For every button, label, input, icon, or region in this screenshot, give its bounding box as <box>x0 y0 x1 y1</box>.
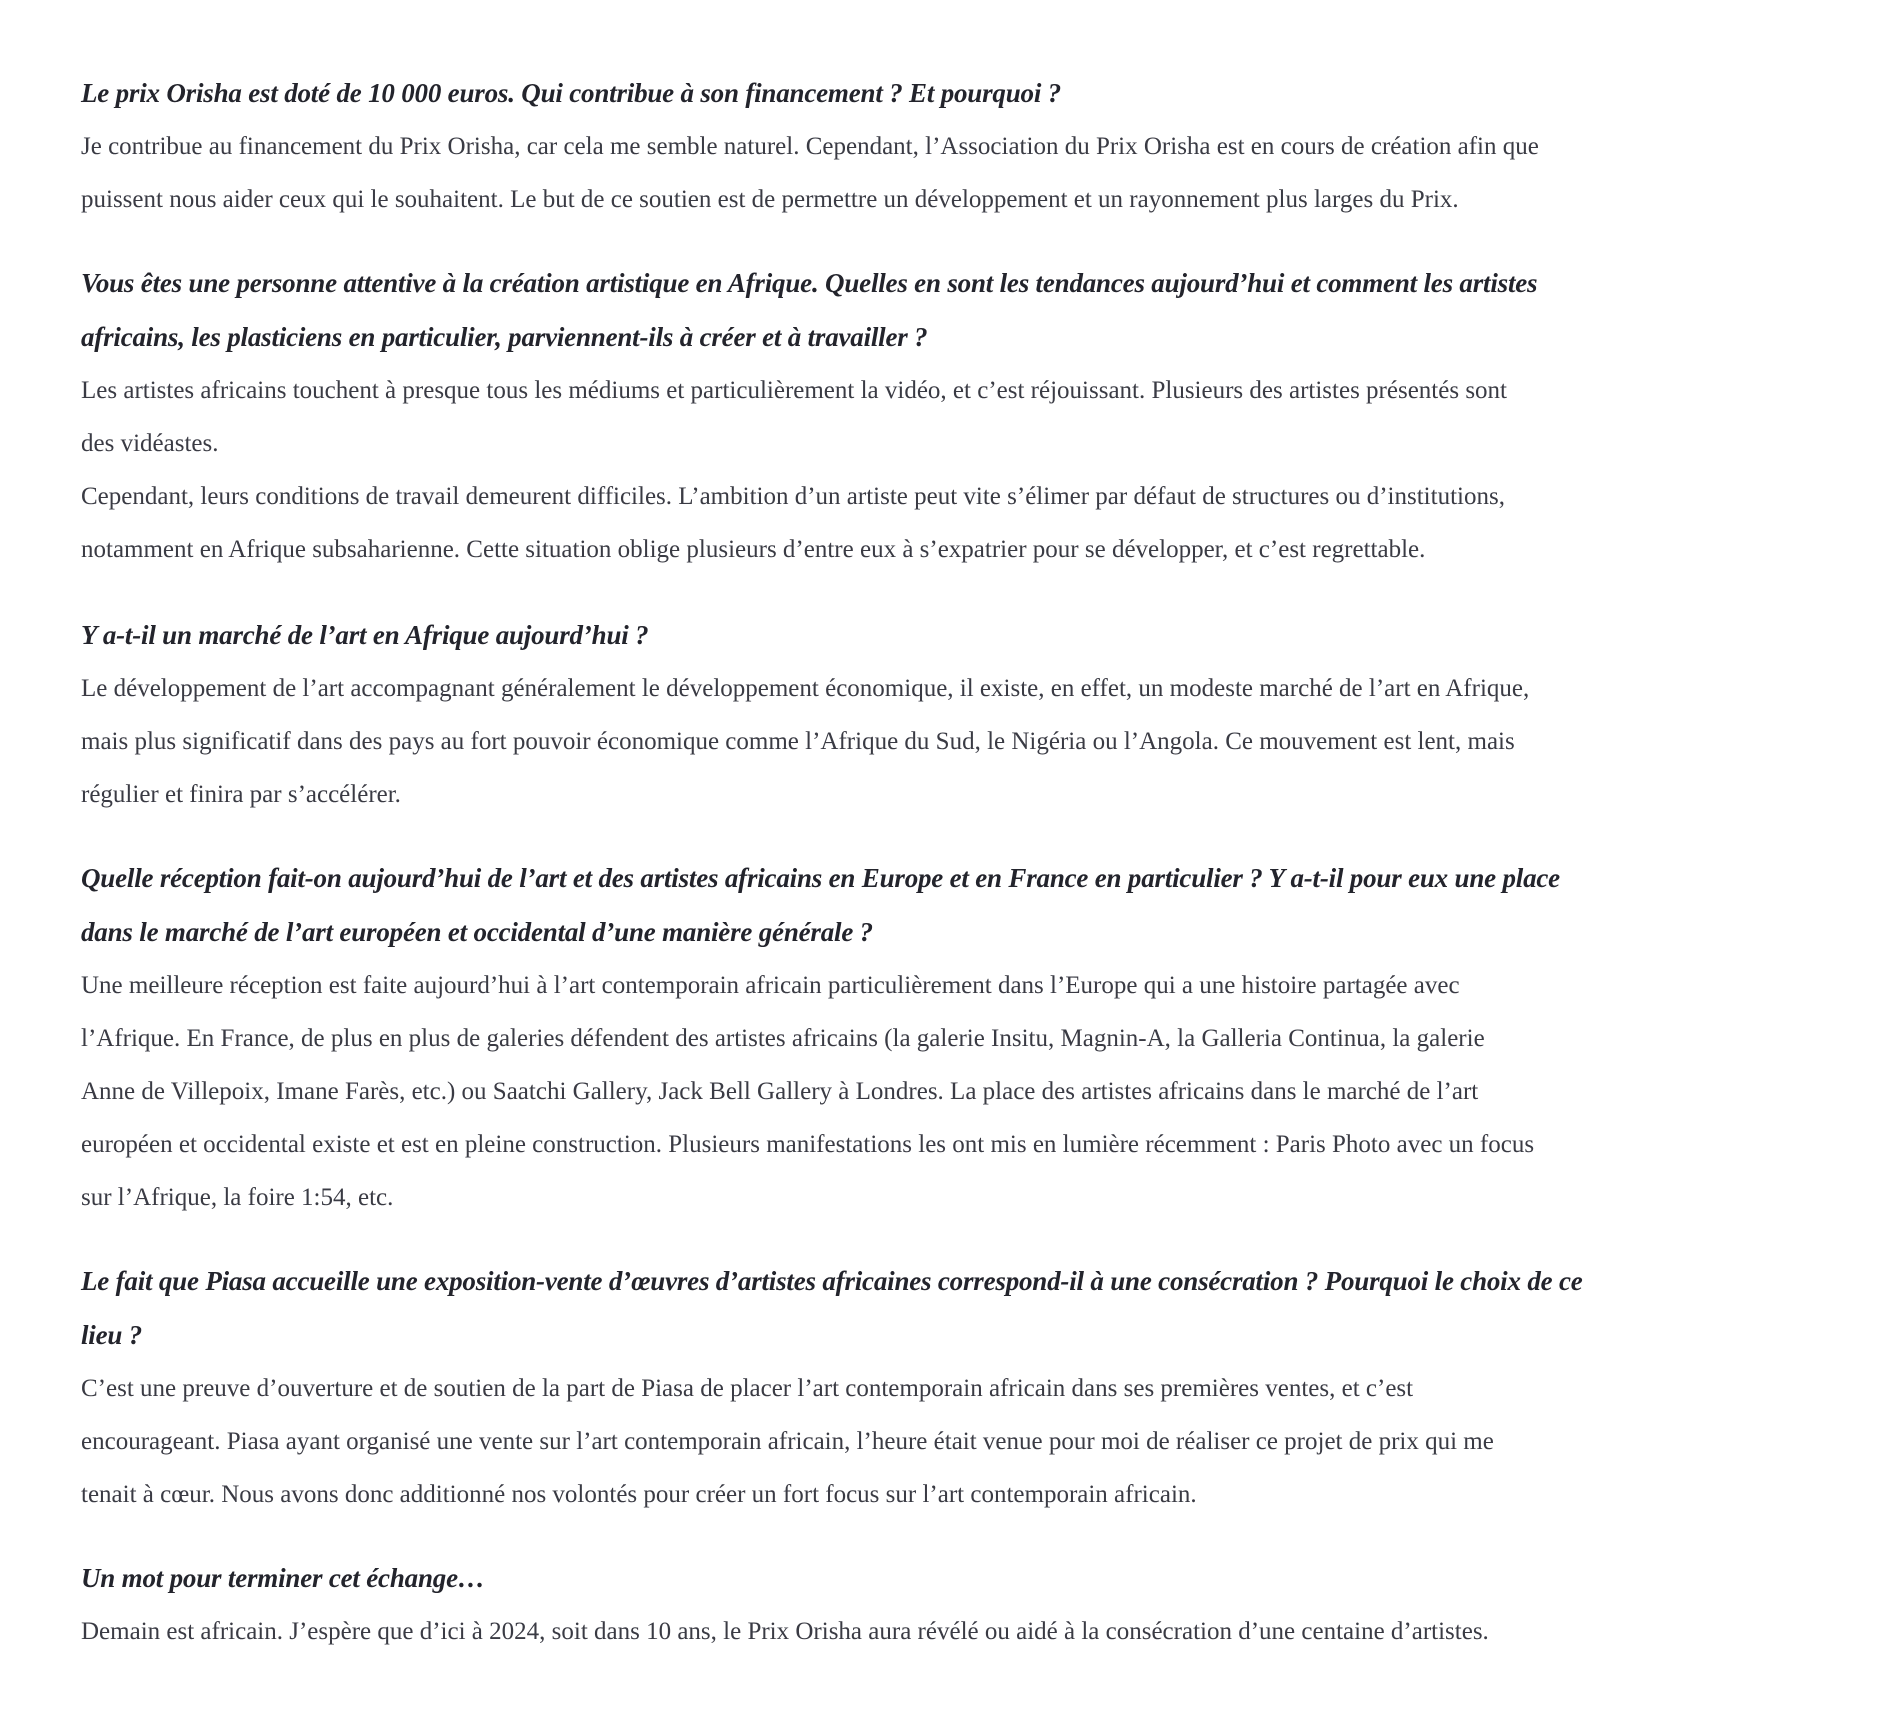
answer-line: régulier et finira par s’accélérer. <box>81 781 401 808</box>
question-heading <box>81 851 1841 959</box>
question-heading: Y a-t-il un marché de l’art en Afrique aujourd’hui ? <box>81 620 649 650</box>
answer-line: Une meilleure réception est faite aujourd’hui à l’art contemporain africain particulièrement dans l’Europe qui a une histoire partagée avec <box>81 972 1460 999</box>
qa-market <box>81 608 1841 821</box>
qa-piasa <box>81 1254 1841 1521</box>
question-heading: Le prix Orisha est doté de 10 000 euros. Qui contribue à son financement ? Et pourquoi ? <box>81 78 1061 108</box>
question-line: Quelle réception fait-on aujourd’hui de l’art et des artistes africains en Europe et en France en particulier ? Y a-t-il pour eux une place <box>81 863 1560 893</box>
answer-line: mais plus significatif dans des pays au fort pouvoir économique comme l’Afrique du Sud, le Nigéria ou l’Angola. Ce mouvement est lent, mais <box>81 728 1515 755</box>
question-heading <box>81 256 1841 364</box>
answer-paragraph <box>81 1605 1841 1658</box>
answer-line: des vidéastes. <box>81 430 219 457</box>
qa-trends <box>81 256 1841 576</box>
answer-paragraph <box>81 1362 1841 1521</box>
answer-line: Demain est africain. J’espère que d’ici à 2024, soit dans 10 ans, le Prix Orisha aura révélé ou aidé à la consécration d’une centaine d’artistes. <box>81 1618 1489 1645</box>
question-heading: Un mot pour terminer cet échange… <box>81 1563 485 1593</box>
question-line: Vous êtes une personne attentive à la création artistique en Afrique. Quelles en sont les tendances aujourd’hui et comment les artistes <box>81 268 1538 298</box>
answer-paragraph <box>81 662 1841 821</box>
answer-line: puissent nous aider ceux qui le souhaitent. Le but de ce soutien est de permettre un développement et un rayonnement plus larges du Prix. <box>81 186 1459 213</box>
interview-article <box>81 66 1841 1658</box>
answer-line: Je contribue au financement du Prix Orisha, car cela me semble naturel. Cependant, l’Association du Prix Orisha est en cours de création afin que <box>81 133 1539 160</box>
qa-closing <box>81 1551 1841 1658</box>
answer-line: Le développement de l’art accompagnant généralement le développement économique, il existe, en effet, un modeste marché de l’art en Afrique, <box>81 675 1530 702</box>
answer-line: Cependant, leurs conditions de travail demeurent difficiles. L’ambition d’un artiste peut vite s’élimer par défaut de structures ou d’institutions, <box>81 483 1505 510</box>
answer-line: européen et occidental existe et est en pleine construction. Plusieurs manifestations les ont mis en lumière récemment : Paris Photo avec un focus <box>81 1131 1535 1158</box>
question-line: lieu ? <box>81 1320 143 1350</box>
answer-line: sur l’Afrique, la foire 1:54, etc. <box>81 1184 394 1211</box>
answer-line: C’est une preuve d’ouverture et de soutien de la part de Piasa de placer l’art contemporain africain dans ses premières ventes, et c’est <box>81 1375 1414 1402</box>
answer-line: Anne de Villepoix, Imane Farès, etc.) ou Saatchi Gallery, Jack Bell Gallery à Londres. La place des artistes africains dans le marché de l’art <box>81 1078 1479 1105</box>
answer-paragraph <box>81 120 1841 226</box>
qa-financing <box>81 66 1841 226</box>
answer-paragraph <box>81 959 1841 1224</box>
question-line: dans le marché de l’art européen et occidental d’une manière générale ? <box>81 917 873 947</box>
answer-paragraph <box>81 364 1841 576</box>
answer-line: encourageant. Piasa ayant organisé une vente sur l’art contemporain africain, l’heure était venue pour moi de réaliser ce projet de prix qui me <box>81 1428 1494 1455</box>
question-heading <box>81 1254 1841 1362</box>
question-line: africains, les plasticiens en particulier, parviennent-ils à créer et à travailler ? <box>81 322 928 352</box>
qa-reception <box>81 851 1841 1224</box>
answer-line: notamment en Afrique subsaharienne. Cette situation oblige plusieurs d’entre eux à s’expatrier pour se développer, et c’est regrettable. <box>81 536 1426 563</box>
question-line: Le fait que Piasa accueille une exposition-vente d’œuvres d’artistes africaines correspond-il à une consécration ? Pourquoi le choix de ce <box>81 1266 1583 1296</box>
answer-line: Les artistes africains touchent à presque tous les médiums et particulièrement la vidéo, et c’est réjouissant. Plusieurs des artistes présentés sont <box>81 377 1507 404</box>
answer-line: tenait à cœur. Nous avons donc additionné nos volontés pour créer un fort focus sur l’art contemporain africain. <box>81 1481 1197 1508</box>
answer-line: l’Afrique. En France, de plus en plus de galeries défendent des artistes africains (la galerie Insitu, Magnin-A, la Galleria Continua, la galerie <box>81 1025 1485 1052</box>
